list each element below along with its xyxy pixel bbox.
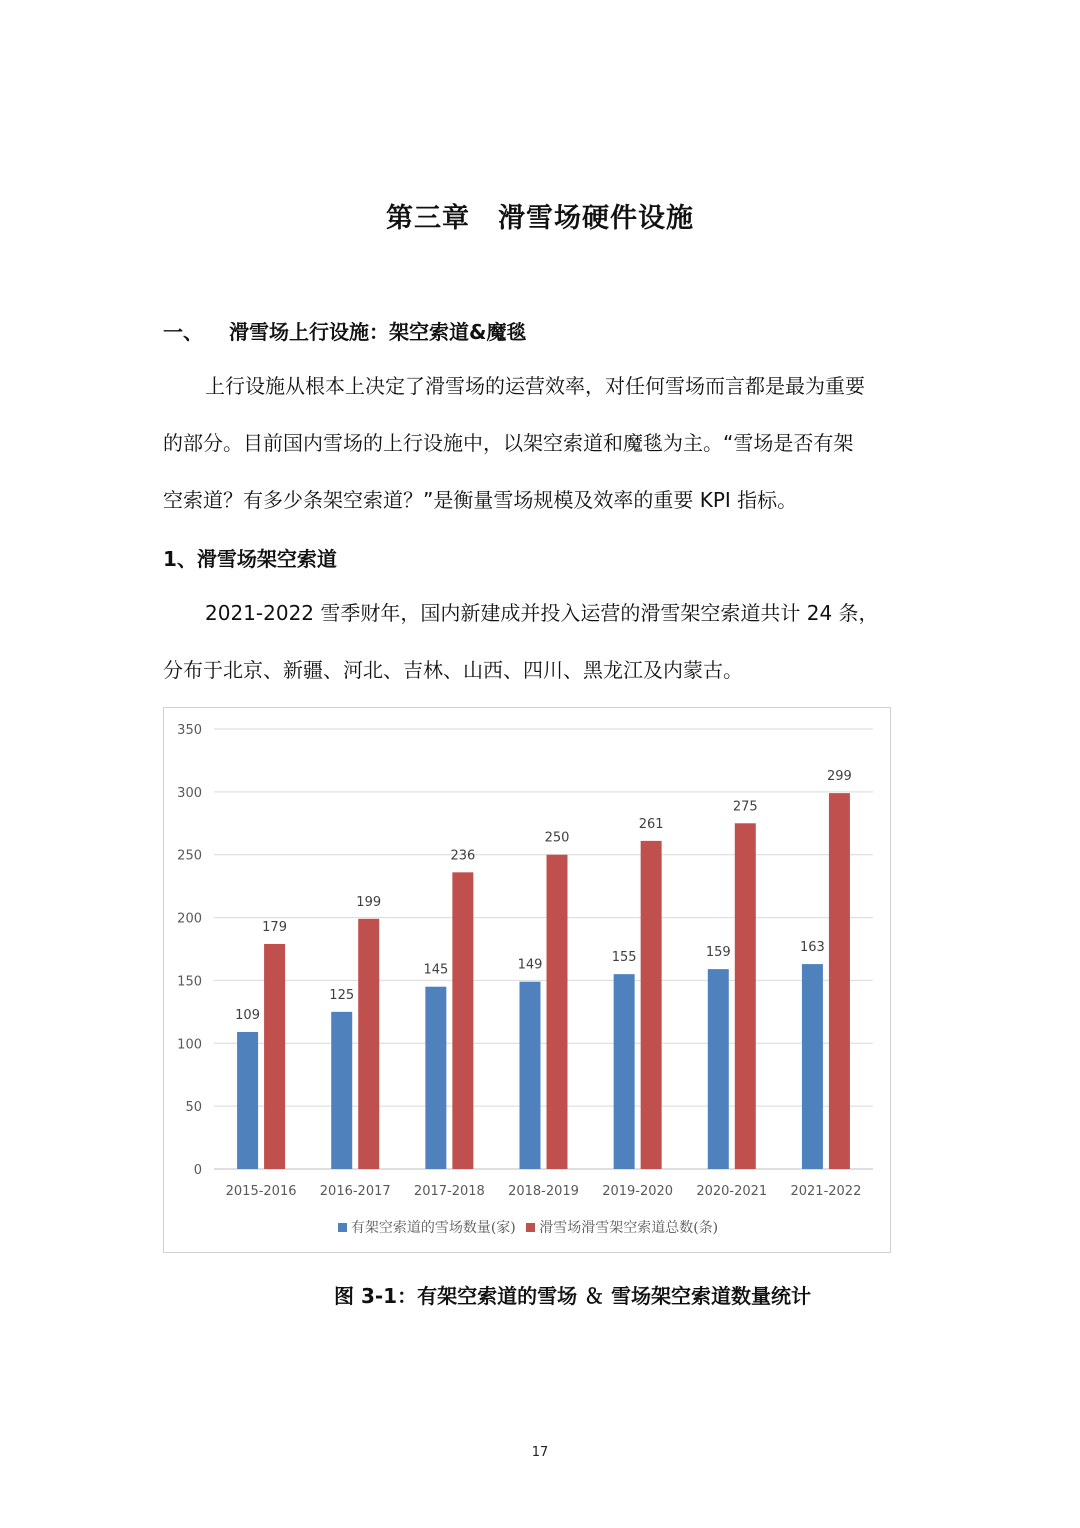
bar xyxy=(452,872,473,1169)
paragraph-2-line-1-text: 2021-2022 雪季财年，国内新建成并投入运营的滑雪架空索道共计 24 条， xyxy=(205,601,879,625)
x-tick-label: 2017-2018 xyxy=(413,1184,485,1199)
bar xyxy=(641,841,662,1169)
legend-label-series-1: 有架空索道的雪场数量(家) xyxy=(350,1220,516,1236)
bar xyxy=(425,987,446,1169)
x-tick-label: 2020-2021 xyxy=(696,1184,768,1199)
data-label: 299 xyxy=(827,769,852,785)
bar xyxy=(237,1032,258,1169)
data-label: 159 xyxy=(705,945,731,961)
bar xyxy=(802,964,823,1169)
data-label: 125 xyxy=(329,987,355,1003)
y-tick-label: 250 xyxy=(177,848,202,864)
bar xyxy=(829,793,850,1169)
paragraph-1-line-3: 空索道？有多少条架空索道？”是衡量雪场规模及效率的重要 KPI 指标。 xyxy=(163,488,798,512)
y-tick-label: 200 xyxy=(177,911,202,927)
bar xyxy=(547,855,568,1169)
paragraph-1-line-2: 的部分。目前国内雪场的上行设施中，以架空索道和魔毯为主。“雪场是否有架 xyxy=(163,431,854,455)
bar xyxy=(358,919,379,1169)
bar xyxy=(331,1012,352,1169)
legend-swatch-series-2 xyxy=(526,1223,535,1232)
y-tick-label: 150 xyxy=(177,974,202,990)
chapter-title: 第三章 滑雪场硬件设施 xyxy=(386,203,694,234)
bar xyxy=(264,944,285,1169)
data-label: 163 xyxy=(800,940,825,956)
chart-legend xyxy=(164,1217,892,1237)
data-label: 145 xyxy=(423,962,449,978)
y-tick-label: 350 xyxy=(177,723,202,738)
paragraph-1-line-1 xyxy=(163,358,923,415)
legend-label-series-2: 滑雪场滑雪架空索道总数(条) xyxy=(539,1220,719,1236)
paragraph-2 xyxy=(163,585,923,699)
paragraph-1-line-1-text: 上行设施从根本上决定了滑雪场的运营效率，对任何雪场而言都是最为重要 xyxy=(205,374,865,398)
data-label: 199 xyxy=(356,894,382,910)
data-label: 275 xyxy=(732,799,758,815)
y-tick-label: 300 xyxy=(177,785,202,801)
figure-caption: 图 3-1：有架空索道的雪场 ＆ 雪场架空索道数量统计 xyxy=(333,1284,812,1308)
data-label: 149 xyxy=(517,957,543,973)
paragraph-1 xyxy=(163,358,923,529)
legend-item-series-2 xyxy=(526,1220,718,1236)
bar xyxy=(520,982,541,1169)
y-tick-label: 0 xyxy=(193,1163,202,1178)
x-tick-label: 2021-2022 xyxy=(790,1184,862,1199)
data-label: 261 xyxy=(638,816,664,832)
y-tick-label: 50 xyxy=(185,1100,202,1116)
bar-chart xyxy=(163,707,891,1253)
subsection-title: 1、滑雪场架空索道 xyxy=(163,547,337,571)
paragraph-2-line-1 xyxy=(163,585,923,642)
x-tick-label: 2018-2019 xyxy=(508,1184,579,1199)
section-title: 滑雪场上行设施：架空索道&魔毯 xyxy=(229,320,527,344)
data-label: 250 xyxy=(544,830,570,846)
bar xyxy=(735,823,756,1169)
paragraph-2-line-2: 分布于北京、新疆、河北、吉林、山西、四川、黑龙江及内蒙古。 xyxy=(163,658,743,682)
x-tick-label: 2015-2016 xyxy=(225,1184,297,1199)
x-tick-label: 2019-2020 xyxy=(602,1184,674,1199)
data-label: 109 xyxy=(235,1007,260,1023)
data-label: 155 xyxy=(611,950,637,966)
data-label: 179 xyxy=(262,919,287,935)
bar xyxy=(614,974,635,1169)
y-tick-label: 100 xyxy=(177,1037,202,1053)
legend-swatch-series-1 xyxy=(338,1223,347,1232)
chart-plot xyxy=(164,708,892,1254)
x-tick-label: 2016-2017 xyxy=(319,1184,391,1199)
section-number: 一、 xyxy=(163,320,203,344)
data-label: 236 xyxy=(450,848,476,864)
legend-item-series-1 xyxy=(338,1220,516,1236)
section-heading xyxy=(163,316,526,345)
page-number: 17 xyxy=(531,1445,549,1460)
bar xyxy=(708,969,729,1169)
